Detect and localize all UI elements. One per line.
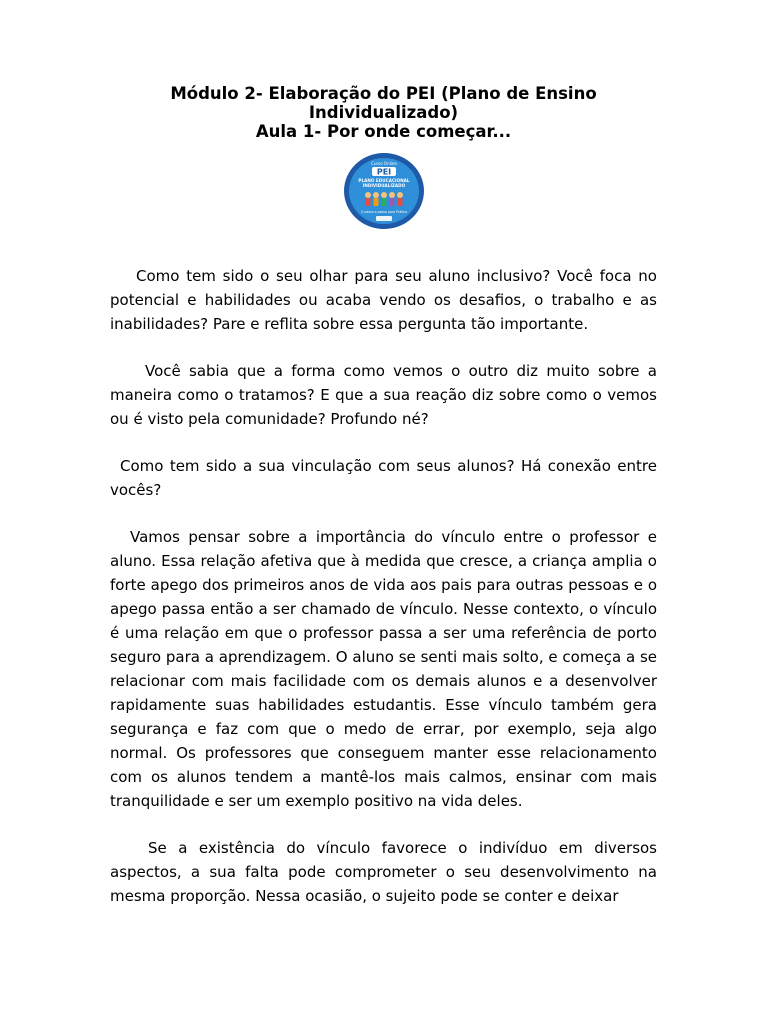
title-line-1: Módulo 2- Elaboração do PEI (Plano de Ensino [170,84,597,103]
paragraph-3: Como tem sido a sua vinculação com seus alunos? Há conexão entre vocês? [110,457,657,499]
logo-top-text: Curso Online [370,161,397,166]
paragraph-4: Vamos pensar sobre a importância do vínculo entre o professor e aluno. Essa relação afetiva que à medida que cresce, a criança amplia o forte apego dos primeiros anos de vida aos pais para outras pessoas e o apego passa então a ser chamado de vínculo. Nesse contexto, o vínculo é uma relação em que o professor passa a ser uma referência de porto seguro para a aprendizagem. O aluno se senti mais solto, e começa a se relacionar com mais facilidade com os demais alunos e a desenvolver rapidamente suas habilidades estudantis. Esse vínculo também gera segurança e faz com que o medo de errar, por exemplo, seja algo normal. Os professores que conseguem manter esse relacionamento com os alunos tendem a mantê-los mais calmos, ensinar com mais tranquilidade e ser um exemplo positivo na vida deles. [110,528,657,810]
logo-container [110,152,657,230]
pei-course-badge-icon [343,152,425,230]
logo-line-2: INDIVIDUALIZADO [362,183,405,188]
logo-line-1: PLANO EDUCACIONAL [357,178,410,183]
document-title [110,84,657,141]
title-line-2: Individualizado) [308,103,459,122]
paragraph-5: Se a existência do vínculo favorece o indivíduo em diversos aspectos, a sua falta pode comprometer o seu desenvolvimento na mesma proporção. Nessa ocasião, o sujeito pode se conter e deixar [110,839,657,905]
paragraph-1: Como tem sido o seu olhar para seu aluno inclusivo? Você foca no potencial e habilidades ou acaba vendo os desafios, o trabalho e as inabilidades? Pare e reflita sobre essa pergunta tão importante. [110,267,657,333]
logo-main-text: PEI [376,167,391,177]
document-page [110,84,657,908]
paragraph-2: Você sabia que a forma como vemos o outro diz muito sobre a maneira como o tratamos? E que a sua reação diz sobre como o vemos ou é visto pela comunidade? Profundo né? [110,362,657,428]
title-line-3: Aula 1- Por onde começar... [255,122,512,141]
logo-tagline: O passo a passo para Prática [360,210,407,214]
